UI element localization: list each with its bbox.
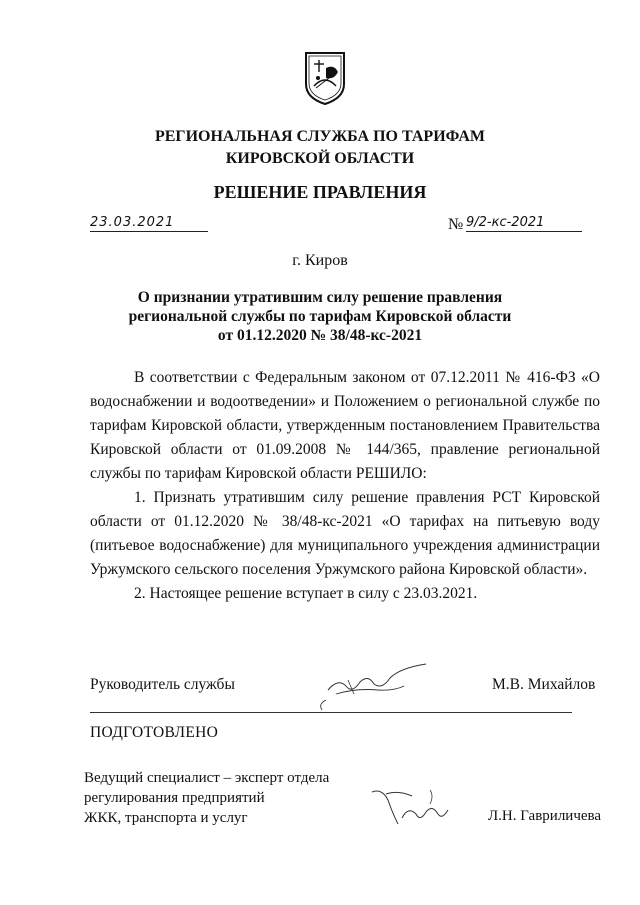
position-line-3: ЖКК, транспорта и услуг xyxy=(84,810,248,826)
subject-line-1: О признании утратившим силу решение правления xyxy=(137,289,503,306)
position-line-1: Ведущий специалист – эксперт отдела xyxy=(84,770,330,786)
prepared-label: ПОДГОТОВЛЕНО xyxy=(90,724,219,741)
handwritten-signature-icon xyxy=(308,660,438,718)
signatory-title: Руководитель службы xyxy=(90,676,235,693)
city: г. Киров xyxy=(292,252,348,269)
org-line-2: КИРОВСКОЙ ОБЛАСТИ xyxy=(225,150,415,167)
signature-divider xyxy=(90,712,572,713)
number-label: № xyxy=(448,216,464,233)
document-date: 23.03.2021 xyxy=(90,215,208,232)
subject-line-2: региональной службы по тарифам Кировской области xyxy=(128,308,512,325)
preparer-signature-icon xyxy=(368,786,458,830)
item-2-paragraph: 2. Настоящее решение вступает в силу с 23.03.2021. xyxy=(134,585,478,602)
document-type-title: РЕШЕНИЕ ПРАВЛЕНИЯ xyxy=(213,182,427,202)
org-line-1: РЕГИОНАЛЬНАЯ СЛУЖБА ПО ТАРИФАМ xyxy=(154,128,486,145)
document-body xyxy=(90,366,600,606)
coat-of-arms-emblem-icon xyxy=(304,50,346,106)
document-subject xyxy=(120,288,520,345)
preparer-position xyxy=(84,768,329,828)
organization-name xyxy=(0,126,640,170)
document-number: 9/2-кс-2021 xyxy=(466,215,582,232)
preamble-paragraph: В соответствии с Федеральным законом от 07.12.2011 № 416-ФЗ «О водоснабжении и водоотведении» и Положением о региональной службе по тарифам Кировской области, утвержденным постановлением Правительства Кировской области от 01.09.2008 № 144/365, правление региональной службы по тарифам Кировской области РЕШИЛО: xyxy=(90,369,600,482)
item-1-paragraph: 1. Признать утратившим силу решение правления РСТ Кировской области от 01.12.2020 № 38/48-кс-2021 «О тарифах на питьевую воду (питьевое водоснабжение) для муниципального учреждения администрации Уржумского сельского поселения Уржумского района Кировской области». xyxy=(90,489,600,578)
signatory-name: М.В. Михайлов xyxy=(492,676,596,693)
preparer-name: Л.Н. Гавриличева xyxy=(488,808,602,824)
position-line-2: регулирования предприятий xyxy=(84,790,265,806)
subject-line-3: от 01.12.2020 № 38/48-кс-2021 xyxy=(217,327,423,344)
